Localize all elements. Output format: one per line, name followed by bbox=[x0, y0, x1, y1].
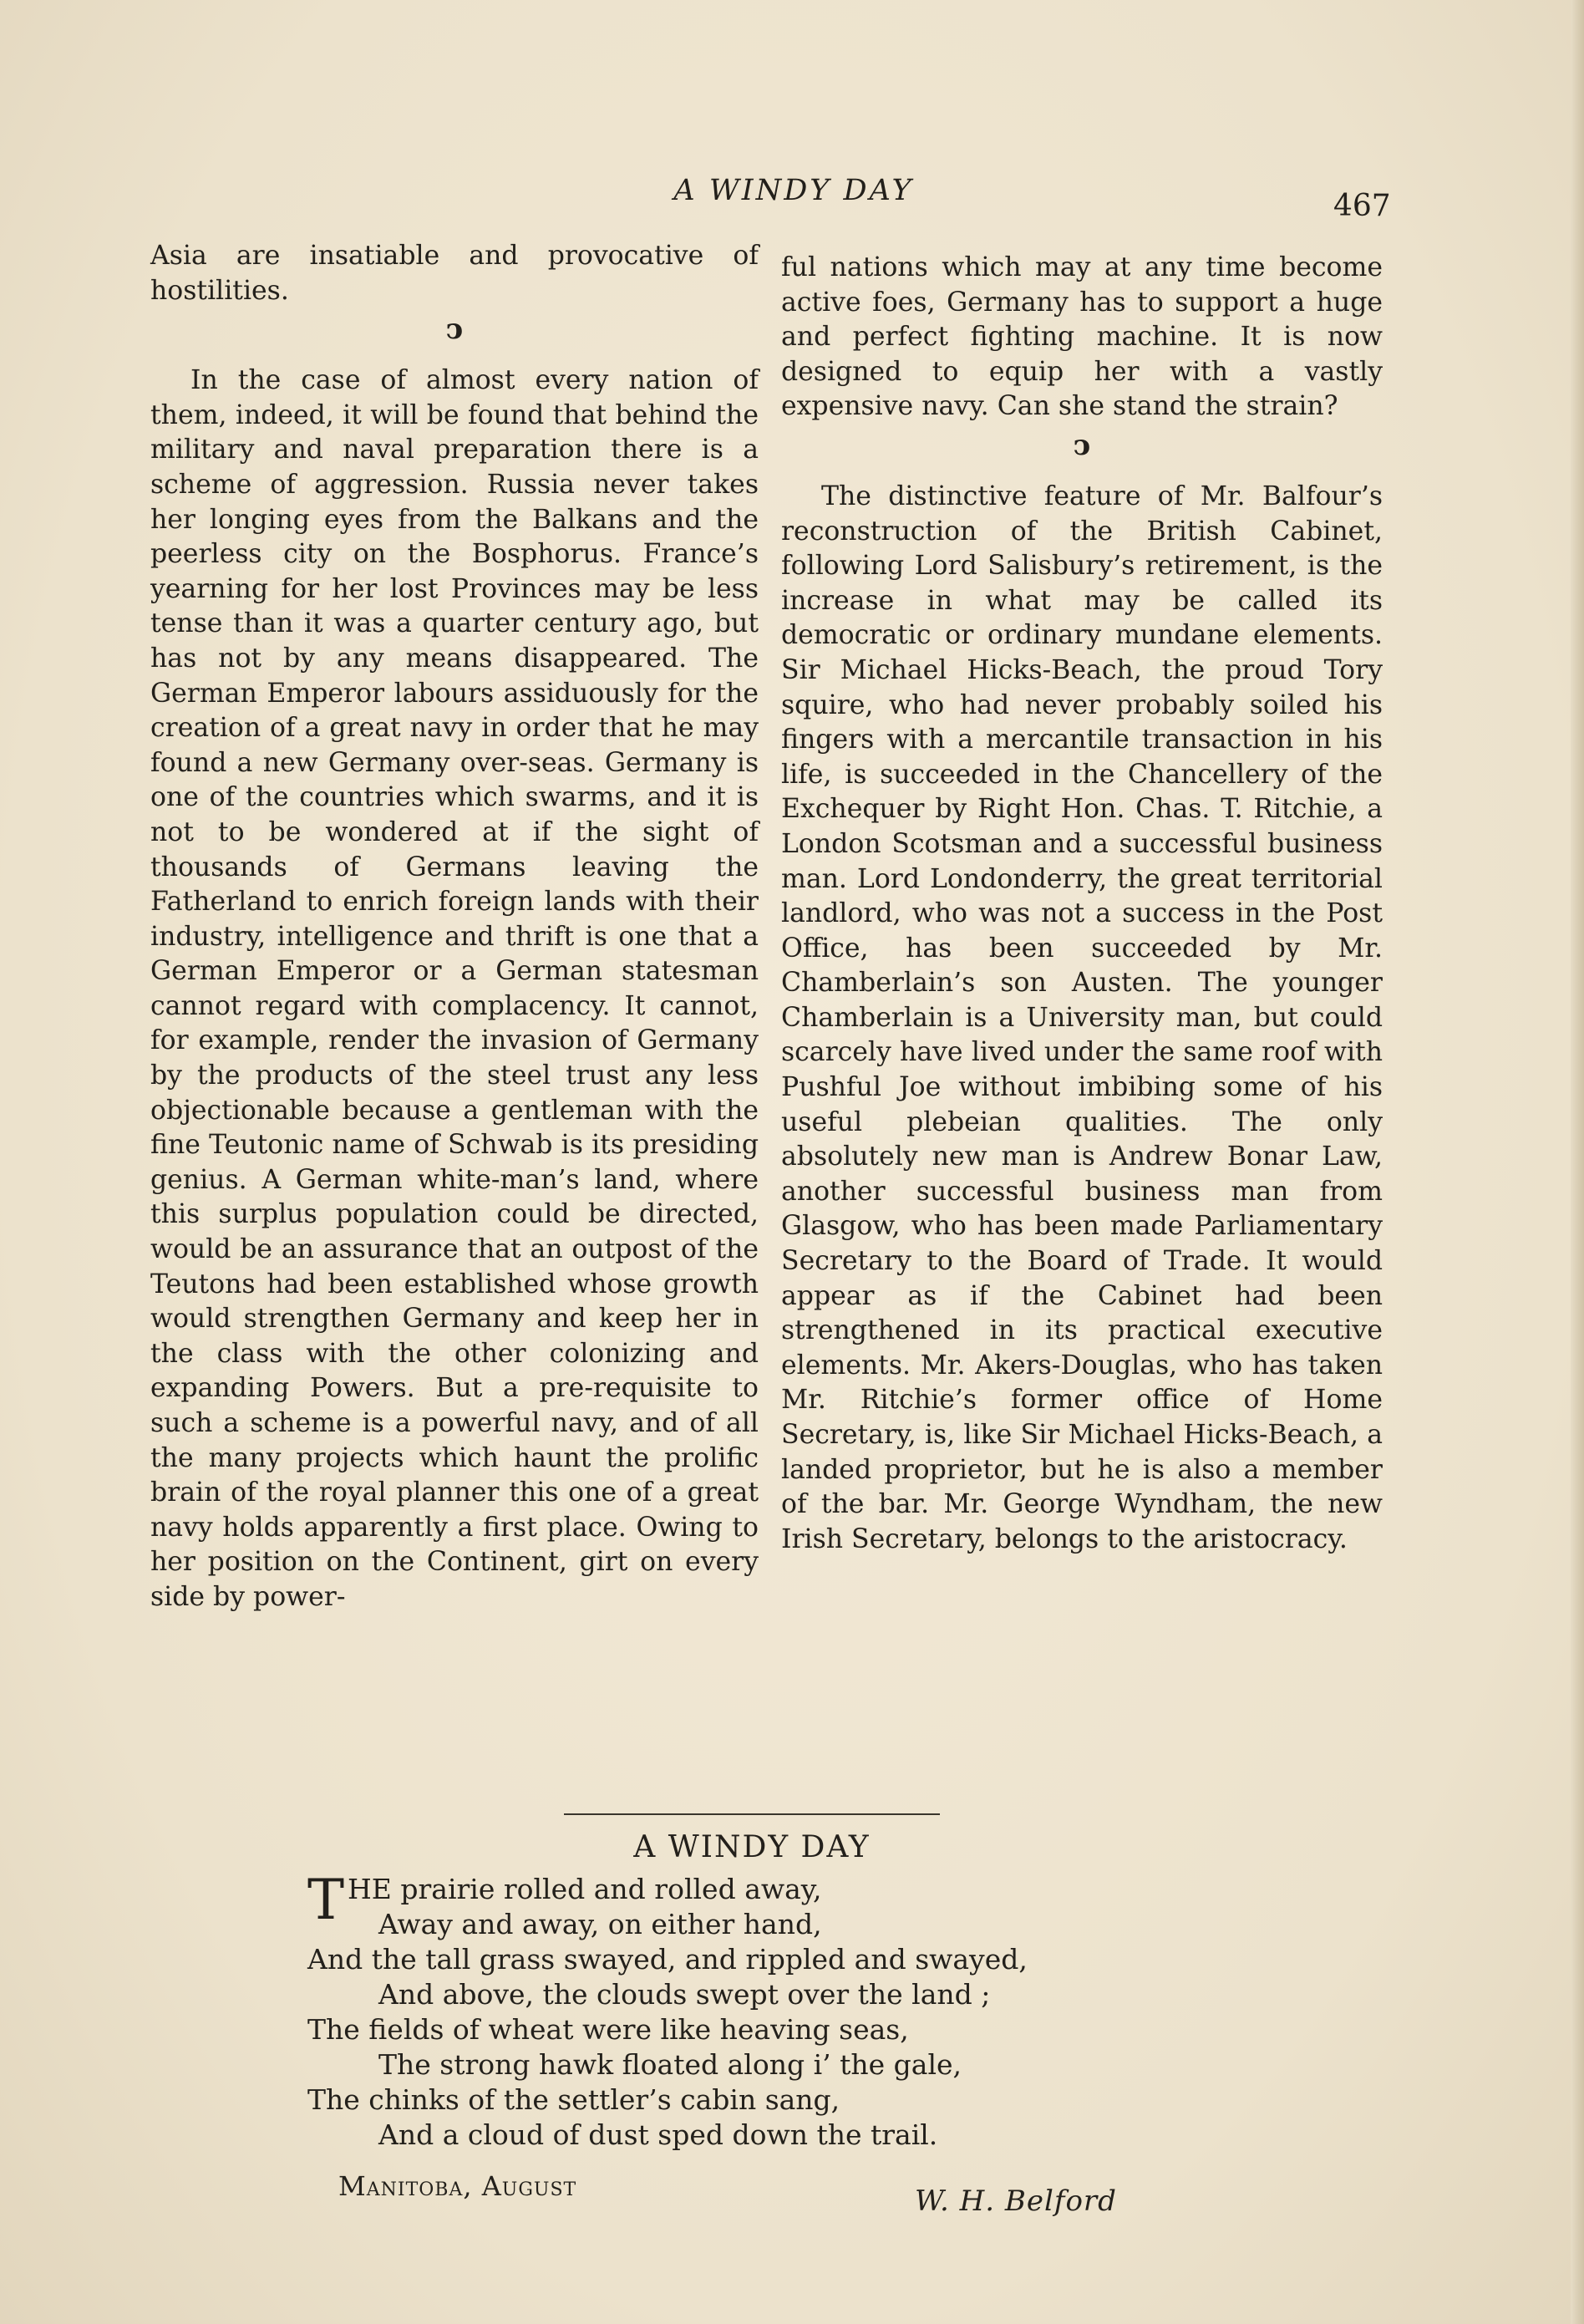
poem-line: The strong hawk floated along i’ the gale, bbox=[378, 2048, 962, 2081]
poem-line: Away and away, on either hand, bbox=[378, 1908, 822, 1940]
paragraph: ful nations which may at any time become active foes, Germany has to support a huge and perfect fighting machine. It is now designed to equip her with a vastly expensive navy. Can she stand the strain? bbox=[781, 252, 1383, 422]
section-divider bbox=[564, 1813, 940, 1815]
poem-line: And a cloud of dust sped down the trail. bbox=[378, 2118, 938, 2151]
left-column bbox=[150, 239, 759, 1615]
poem-line: And the tall grass swayed, and rippled and swayed, bbox=[307, 1943, 1028, 1976]
poem-line: The fields of wheat were like heaving seas, bbox=[307, 2013, 909, 2046]
running-title: A WINDY DAY bbox=[673, 174, 914, 207]
poem-title: A WINDY DAY bbox=[633, 1830, 871, 1864]
right-column bbox=[781, 251, 1383, 1557]
paragraph: In the case of almost every nation of them, indeed, it will be found that behind the military and naval preparation there is a scheme of aggression. Russia never takes her longing eyes from the Balkans and the peerless city on the Bosphorus. France’s yearning for her lost Provinces may be less tense than it was a quarter century ago, but has not by any means disappeared. The German Emperor labours assiduously for the creation of a great navy in order that he may found a new Germany over-seas. Germany is one of the countries which swarms, and it is not to be wondered at if the sight of thousands of Germans leaving the Fatherland to enrich foreign lands with their industry, intelligence and thrift is one that a German Emperor or a German statesman cannot regard with complacency. It cannot, for example, render the invasion of Germany by the products of the steel trust any less objectionable because a gentleman with the fine Teutonic name of Schwab is its presiding genius. A German white-man’s land, where this surplus population could be directed, would be an assurance that an outpost of the Teutons had been established whose growth would strengthen Germany and keep her in the class with the other colonizing and expanding Powers. But a pre-requisite to such a scheme is a powerful navy, and of all the many projects which haunt the prolific brain of the royal planner this one of a great navy holds apparently a first place. Owing to her position on the Continent, girt on every side by power- bbox=[150, 365, 759, 1612]
poem-line: The chinks of the settler’s cabin sang, bbox=[307, 2083, 840, 2116]
paragraph: Asia are insatiable and provocative of hostilities. bbox=[150, 241, 759, 306]
section-ornament-icon: ↄ bbox=[445, 313, 464, 347]
section-ornament-icon: ↄ bbox=[1073, 428, 1091, 462]
page-number: 467 bbox=[1333, 189, 1391, 223]
poem-first-line-text: HE prairie rolled and rolled away, bbox=[348, 1873, 822, 1905]
poem-line: And above, the clouds swept over the land ; bbox=[378, 1978, 991, 2011]
drop-cap: T bbox=[307, 1868, 345, 1932]
poem-author: W. H. Belford bbox=[915, 2184, 1117, 2218]
paragraph: The distinctive feature of Mr. Balfour’s reconstruction of the British Cabinet, following Lord Salisbury’s retirement, is the increase in what may be called its democratic or ordinary mundane elements. Sir Michael Hicks-Beach, the proud Tory squire, who had never probably soiled his fingers with a mercantile transaction in his life, is succeeded in the Chancellery of the Exchequer by Right Hon. Chas. T. Ritchie, a London Scotsman and a successful business man. Lord Londonderry, the great territorial landlord, who was not a success in the Post Office, has been succeeded by Mr. Chamberlain’s son Austen. The younger Chamberlain is a University man, but could scarcely have lived under the same roof with Pushful Joe without imbibing some of his useful plebeian qualities. The only absolutely new man is Andrew Bonar Law, another successful business man from Glasgow, who has been made Parliamentary Secretary to the Board of Trade. It would appear as if the Cabinet had been strengthened in its practical executive elements. Mr. Akers-Douglas, who has taken Mr. Ritchie’s former office of Home Secretary, is, like Sir Michael Hicks-Beach, a landed proprietor, but he is also a member of the bar. Mr. George Wyndham, the new Irish Secretary, belongs to the aristocracy. bbox=[781, 481, 1383, 1554]
poem-body bbox=[307, 1868, 1226, 2153]
poem-place: Manitoba, August bbox=[338, 2170, 577, 2202]
page-spine-edge bbox=[1571, 0, 1584, 2324]
